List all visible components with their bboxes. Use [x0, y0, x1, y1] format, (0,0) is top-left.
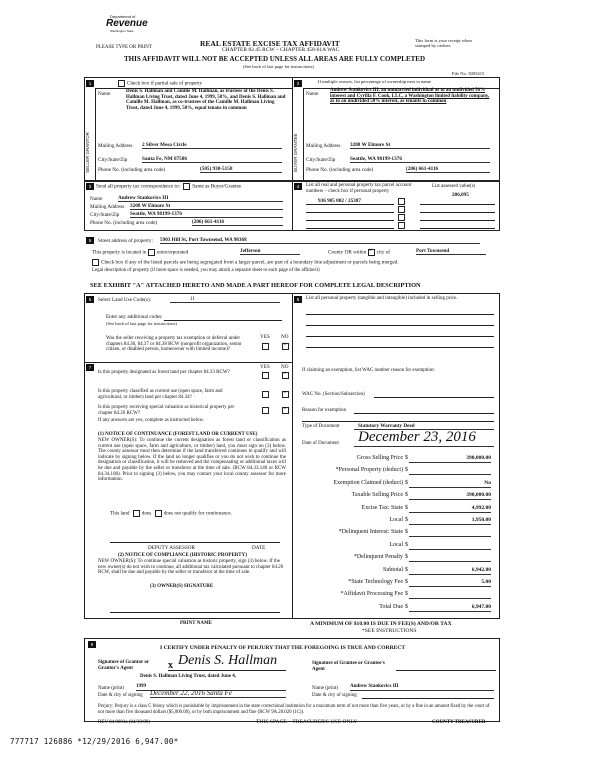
section-7-badge: 7	[86, 364, 94, 371]
q-forest-no[interactable]	[282, 372, 289, 379]
seller-phone: (505) 930-5158	[200, 166, 282, 173]
section-8-badge: 8	[294, 296, 302, 303]
notice-compliance-body: NEW OWNER(S): To continue special valuation as historic property, sign (3) below. If the new owner(s) do not wish to continue, all additional tax calculated pursuant to chapter 84.26 RCW, shall be due and payable by the seller or transferor at the time of sale.	[98, 559, 284, 576]
see-back-6: (See back of last page for instructions)	[106, 321, 177, 326]
buyer-phone: (206) 661-4116	[406, 166, 490, 173]
seller-mailing: 2 Silver Mesa Circle	[142, 142, 282, 149]
county-name: Jefferson	[240, 248, 300, 255]
q-forest-yes[interactable]	[262, 372, 269, 379]
fin-dollar: $	[405, 517, 408, 523]
notice-continuance-title: (1) NOTICE OF CONTINUANCE (FOREST LAND OR CURRENT USE)	[98, 432, 258, 437]
buyer-city: Seattle, WA 98199-1376	[350, 156, 490, 163]
land-use-code: 11	[170, 296, 280, 303]
fin-label: Excise Tax: State	[361, 504, 403, 511]
revenue-logo	[102, 14, 148, 36]
grantor-signature: Denis S. Hallman	[178, 653, 278, 668]
corr-mailing: 3208 W Elmore St	[130, 203, 283, 210]
city-of-checkbox[interactable]	[368, 249, 375, 256]
warning-banner: THIS AFFIDAVIT WILL NOT BE ACCEPTED UNLESS ALL AREAS ARE FULLY COMPLETED	[124, 55, 426, 63]
doc-type-label: Type of Document	[302, 424, 340, 429]
fin-label: *Delinquent Penalty	[353, 554, 403, 561]
buyer-label: BUYER GRANTEE	[293, 133, 298, 173]
grantee-name-print: Andrew Stankovics III	[350, 684, 494, 691]
grantor-name-line: Denis S. Hallman Living Trust, dated June 4,	[140, 674, 236, 679]
list-parcels: List all real and personal property tax parcel account numbers – check box if personal property	[306, 183, 412, 194]
payment-stamp: 777717 126886 *12/29/2016 6,947.00*	[10, 737, 179, 746]
buyer-mailing: 3208 W Elmore St	[350, 142, 490, 149]
street-address: 5903 Hill St, Port Townsend, WA 98368	[160, 237, 480, 244]
buyer-phone-label: Phone No. (including area code)	[306, 167, 374, 173]
buyer-name: Andrew Stankovics III, an unmarried individual as to an undivided 50% interest and Cyrilla F. Cook, LLC, a Washington limited liability company, as to an undivided 50% interest, as tenants in common	[330, 88, 490, 105]
fin-dollar: $	[405, 566, 408, 573]
fin-row	[305, 505, 495, 515]
grantor-sig-x: x	[168, 660, 173, 671]
seller-phone-label: Phone No. (including area code)	[98, 167, 166, 173]
assessed-value: 206,095	[452, 192, 469, 198]
doc-type: Statutory Warranty Deed	[354, 423, 494, 430]
fin-row	[305, 604, 495, 614]
section-9-badge: 9	[88, 641, 96, 648]
legal-description: Legal description of property (if more space is needed, you may attach a separate sheet to each page of the affidavit)	[92, 268, 320, 273]
segregated: Check box if any of the listed parcels are being segregated from a larger parcel, are part of a boundary line adjustment or parcels being merged.	[92, 259, 399, 266]
section-5-badge: 5	[86, 237, 94, 244]
q-historic-no[interactable]	[282, 407, 289, 414]
fin-row	[305, 591, 495, 601]
fin-row	[305, 517, 495, 527]
reason-label: Reason for exemption	[302, 408, 347, 413]
fin-label: Exemption Claimed (deduct)	[333, 479, 403, 486]
if-any-yes: If any answers are yes, complete as instructed below.	[98, 418, 205, 423]
minimum-due: A MINIMUM OF $10.00 IS DUE IN FEE(S) AND/OR TAX	[310, 621, 452, 627]
seller-city: Santa Fe, NM 87506	[142, 156, 282, 163]
q-current-use-no[interactable]	[282, 391, 289, 398]
q-forest-land: Is this property designated as forest land per chapter 84.33 RCW?	[98, 370, 230, 375]
partial-sale: Check box if partial sale of property	[118, 80, 202, 87]
fin-label: *Delinquent Interest: State	[338, 529, 403, 536]
fin-dollar: $	[405, 579, 408, 585]
q-current-use: Is this property classified as current use (open space, farm and agricultural, or timber) land per chapter 84.34?	[98, 389, 223, 400]
grantee-sig-label: Signature of Grantee or Grantee's Agent	[312, 661, 385, 672]
grantor-date-label: Date & city of signing	[98, 693, 143, 698]
corr-city-label: City/State/Zip	[90, 212, 120, 218]
parcel-checkbox-2[interactable]	[398, 206, 405, 213]
corr-name-label: Name	[90, 196, 103, 202]
no-header-6: NO	[281, 334, 289, 340]
grantor-date-city: December 22, 2016 Santa Fe	[150, 689, 286, 698]
assessed-label: List assessed value(s)	[432, 184, 476, 189]
doc-date-label: Date of Document	[302, 441, 339, 446]
q-historic: Is this property receiving special valuation as historical property per chapter 84.26 RCW?	[98, 405, 235, 416]
fin-label: *State Technology Fee	[348, 579, 403, 585]
logo-line1: Department of	[110, 14, 136, 19]
section-6-badge: 6	[86, 296, 94, 303]
fin-label: Total Due	[379, 603, 403, 610]
grantor-sig-label: Signature of Grantor or Grantor's Agent	[98, 660, 149, 671]
partial-sale-checkbox[interactable]	[118, 80, 125, 87]
grantee-date-label: Date & city of signing	[312, 693, 357, 698]
yes-header-6: YES	[260, 334, 270, 340]
fin-row	[305, 567, 495, 577]
section-2-badge: 2	[294, 80, 302, 87]
fin-value	[409, 554, 491, 562]
fin-value: 390,000.00	[409, 455, 491, 463]
fin-value	[409, 542, 491, 550]
fin-value	[409, 529, 491, 537]
segregated-checkbox[interactable]	[92, 259, 99, 266]
fin-row	[305, 542, 495, 552]
q-current-use-yes[interactable]	[262, 391, 269, 398]
fin-row	[305, 529, 495, 539]
fin-value: No	[409, 480, 491, 488]
fin-dollar: $	[405, 455, 408, 461]
print-name: PRINT NAME	[180, 621, 212, 626]
same-as-buyer-checkbox[interactable]	[183, 183, 190, 190]
fin-label: *Personal Property (deduct)	[335, 467, 403, 474]
form-title: REAL ESTATE EXCISE TAX AFFIDAVIT	[200, 39, 340, 48]
county-or: County OR within × city of	[328, 249, 390, 256]
q-exemption-yes[interactable]	[262, 343, 269, 350]
see-back-top: (See back of last page for instructions)	[243, 64, 314, 69]
q-tax-exemption: Was the seller receiving a property tax exemption or deferral under chapters 84.36, 84.37 or 84.38 RCW (nonprofit organization, senior citizen, or disabled person, homeowner with limited income)?	[106, 336, 242, 353]
q-historic-yes[interactable]	[262, 407, 269, 414]
owner-signature: (3) OWNER(S) SIGNATURE	[150, 584, 214, 589]
fin-dollar: $	[405, 603, 408, 610]
grantee-name-print-label: Name (print)	[312, 686, 338, 691]
fin-row	[305, 554, 495, 564]
certify-title: I CERTIFY UNDER PENALTY OF PERJURY THAT THE FOREGOING IS TRUE AND CORRECT	[160, 645, 406, 651]
fin-value: 6,942.00	[409, 567, 491, 575]
fin-label: *Affidavit Processing Fee	[340, 591, 403, 598]
corr-phone: (206) 661-4116	[192, 219, 283, 226]
fin-dollar: $	[405, 591, 408, 598]
deputy-assessor: DEPUTY ASSESSOR	[148, 545, 195, 551]
seller-mailing-label: Mailing Address	[98, 143, 133, 149]
unincorporated-checkbox[interactable]	[148, 249, 155, 256]
doc-date: December 23, 2016	[354, 429, 494, 447]
buyer-name-label: Name	[306, 91, 319, 97]
logo-line3: Washington State	[110, 29, 134, 33]
fin-row	[305, 455, 495, 465]
fin-dollar: $	[405, 467, 408, 474]
yes-header-7: YES	[260, 364, 270, 370]
fin-label: Gross Selling Price	[356, 455, 403, 461]
does-not-checkbox[interactable]	[155, 510, 162, 517]
fin-row	[305, 492, 495, 502]
form-subtitle: CHAPTER 82.45 RCW – CHAPTER 458-61A WAC	[222, 47, 340, 53]
fin-dollar: $	[405, 554, 408, 561]
parcel-checkbox-1[interactable]	[398, 198, 405, 205]
fin-value	[409, 591, 491, 599]
receipt-note: This form is your receipt when stamped by cashier.	[415, 38, 472, 49]
land-use-label: Select Land Use Code(s):	[98, 297, 152, 303]
exhibit-a: SEE EXHIBIT "A" ATTACHED HERETO AND MADE A PART HEREOF FOR COMPLETE LEGAL DESCRIPTION	[90, 282, 421, 289]
send-correspondence: Send all property tax correspondence to: Same as Buyer/Grantee	[96, 183, 242, 190]
fin-dollar: $	[405, 479, 408, 486]
city-name: Port Townsend	[416, 248, 486, 255]
section-4-badge: 4	[294, 183, 302, 190]
no-header-7: NO	[281, 364, 289, 370]
fin-row	[305, 480, 495, 490]
fin-row	[305, 579, 495, 589]
does-checkbox[interactable]	[133, 510, 140, 517]
corr-phone-label: Phone No. (including area code)	[90, 220, 158, 226]
perjury-text: Perjury: Perjury is a class C felony which is punishable by imprisonment in the state correctional institution for a maximum term of not more than five years, or by a fine in an amount fixed by the court of not more than five thousand dollars ($5,000.00), or by both imprisonment and fine (RCW 9A.20.020 (1C)).	[98, 704, 490, 715]
fin-value	[409, 467, 491, 475]
fin-value: 4,992.00	[409, 505, 491, 513]
wac-label: WAC No. (Section/Subsection)	[302, 392, 365, 397]
grantor-name-print-label: Name (print)	[98, 686, 124, 691]
fin-row	[305, 467, 495, 477]
deputy-date: DATE	[252, 545, 266, 551]
corr-city: Seattle, WA 98199-1376	[130, 211, 283, 218]
section-3-badge: 3	[86, 183, 94, 190]
seller-label: SELLER GRANTOR	[85, 132, 90, 173]
grantor-name-print: 1999	[136, 684, 286, 691]
street-label: Street address of property:	[98, 238, 153, 244]
corr-name: Andrew Stankovics III	[118, 195, 283, 202]
fin-value: 5.00	[409, 579, 491, 587]
qualify-line: This land does does not qualify for continuance.	[110, 510, 232, 517]
corr-mailing-label: Mailing Address	[90, 204, 125, 210]
seller-name-label: Name	[98, 91, 111, 97]
see-instructions: *SEE INSTRUCTIONS	[362, 628, 417, 634]
rev-number: REV 84 0001a (04/30/09)	[98, 720, 150, 725]
fin-label: Local	[389, 541, 403, 548]
fin-label: Local	[389, 517, 403, 523]
fin-value: 1,950.00	[409, 517, 491, 525]
county-treasurer: COUNTY TREASURER	[432, 720, 486, 725]
notice-compliance-title: (2) NOTICE OF COMPLIANCE (HISTORIC PROPERTY)	[118, 553, 247, 558]
parcel-checkbox-3[interactable]	[398, 214, 405, 221]
located-in: This property is located in unincorporated	[92, 249, 189, 256]
buyer-mailing-label: Mailing Address	[306, 143, 341, 149]
fin-value: 6,947.00	[409, 604, 491, 612]
multiple-owners: If multiple owners, list percentage of ownership next to name	[318, 79, 432, 84]
fin-label: Taxable Selling Price	[351, 492, 403, 499]
fin-dollar: $	[405, 529, 408, 536]
fin-dollar: $	[405, 541, 408, 548]
fin-dollar: $	[405, 492, 408, 499]
q-exemption-no[interactable]	[282, 343, 289, 350]
fin-label: Subtotal	[382, 566, 403, 573]
section-1-badge: 1	[86, 80, 94, 87]
please-type: PLEASE TYPE OR PRINT	[96, 45, 152, 50]
notice-continuance-body: NEW OWNER(S): To continue the current designation as forest land or classification as current use (open space, farm and agriculture, or timber) land, you must sign on (3) below. The county assessor must then determine if the land transferred continues to qualify and will indicate by signing below. If the land no longer qualifies or you do not wish to continue the designation or classification, it will be removed and the compensating or additional taxes will be due and payable by the seller or transferor at the time of sale. (RCW 84.33.140 or RCW 84.34.108). Prior to signing (3) below, you may contact your local county assessor for more information.	[98, 438, 286, 483]
personal-property: List all personal property (tangible and intangible) included in selling price.	[306, 296, 458, 301]
seller-name: Denis S. Hallman and Camille M. Hallman, as trustees of the Denis S. Hallman Living Trust, dated June 4, 1999, 50%, and Denis S. Hallman and Camille M. Hallman, as co-trustees of the Camille M. Hallman Living Trust, dated June 4, 1999, 50%, equal tenans in common	[126, 89, 286, 111]
logo-line2: Revenue	[106, 18, 148, 29]
additional-codes: Enter any additional codes:	[106, 314, 163, 320]
buyer-city-label: City/State/Zip	[306, 157, 336, 163]
file-number: File No. 5005415	[452, 71, 485, 76]
fin-dollar: $	[405, 504, 408, 511]
fin-value: 390,000.00	[409, 492, 491, 500]
seller-city-label: City/State/Zip	[98, 157, 128, 163]
parcel-number: 936 905 002 / 25387	[318, 198, 361, 204]
parcel-checkbox-4[interactable]	[398, 222, 405, 229]
exemption-claim: If claiming an exemption, list WAC number reason for exemption:	[302, 368, 435, 373]
treasurer-space: THIS SPACE – TREASURER'S USE ONLY	[256, 719, 358, 725]
